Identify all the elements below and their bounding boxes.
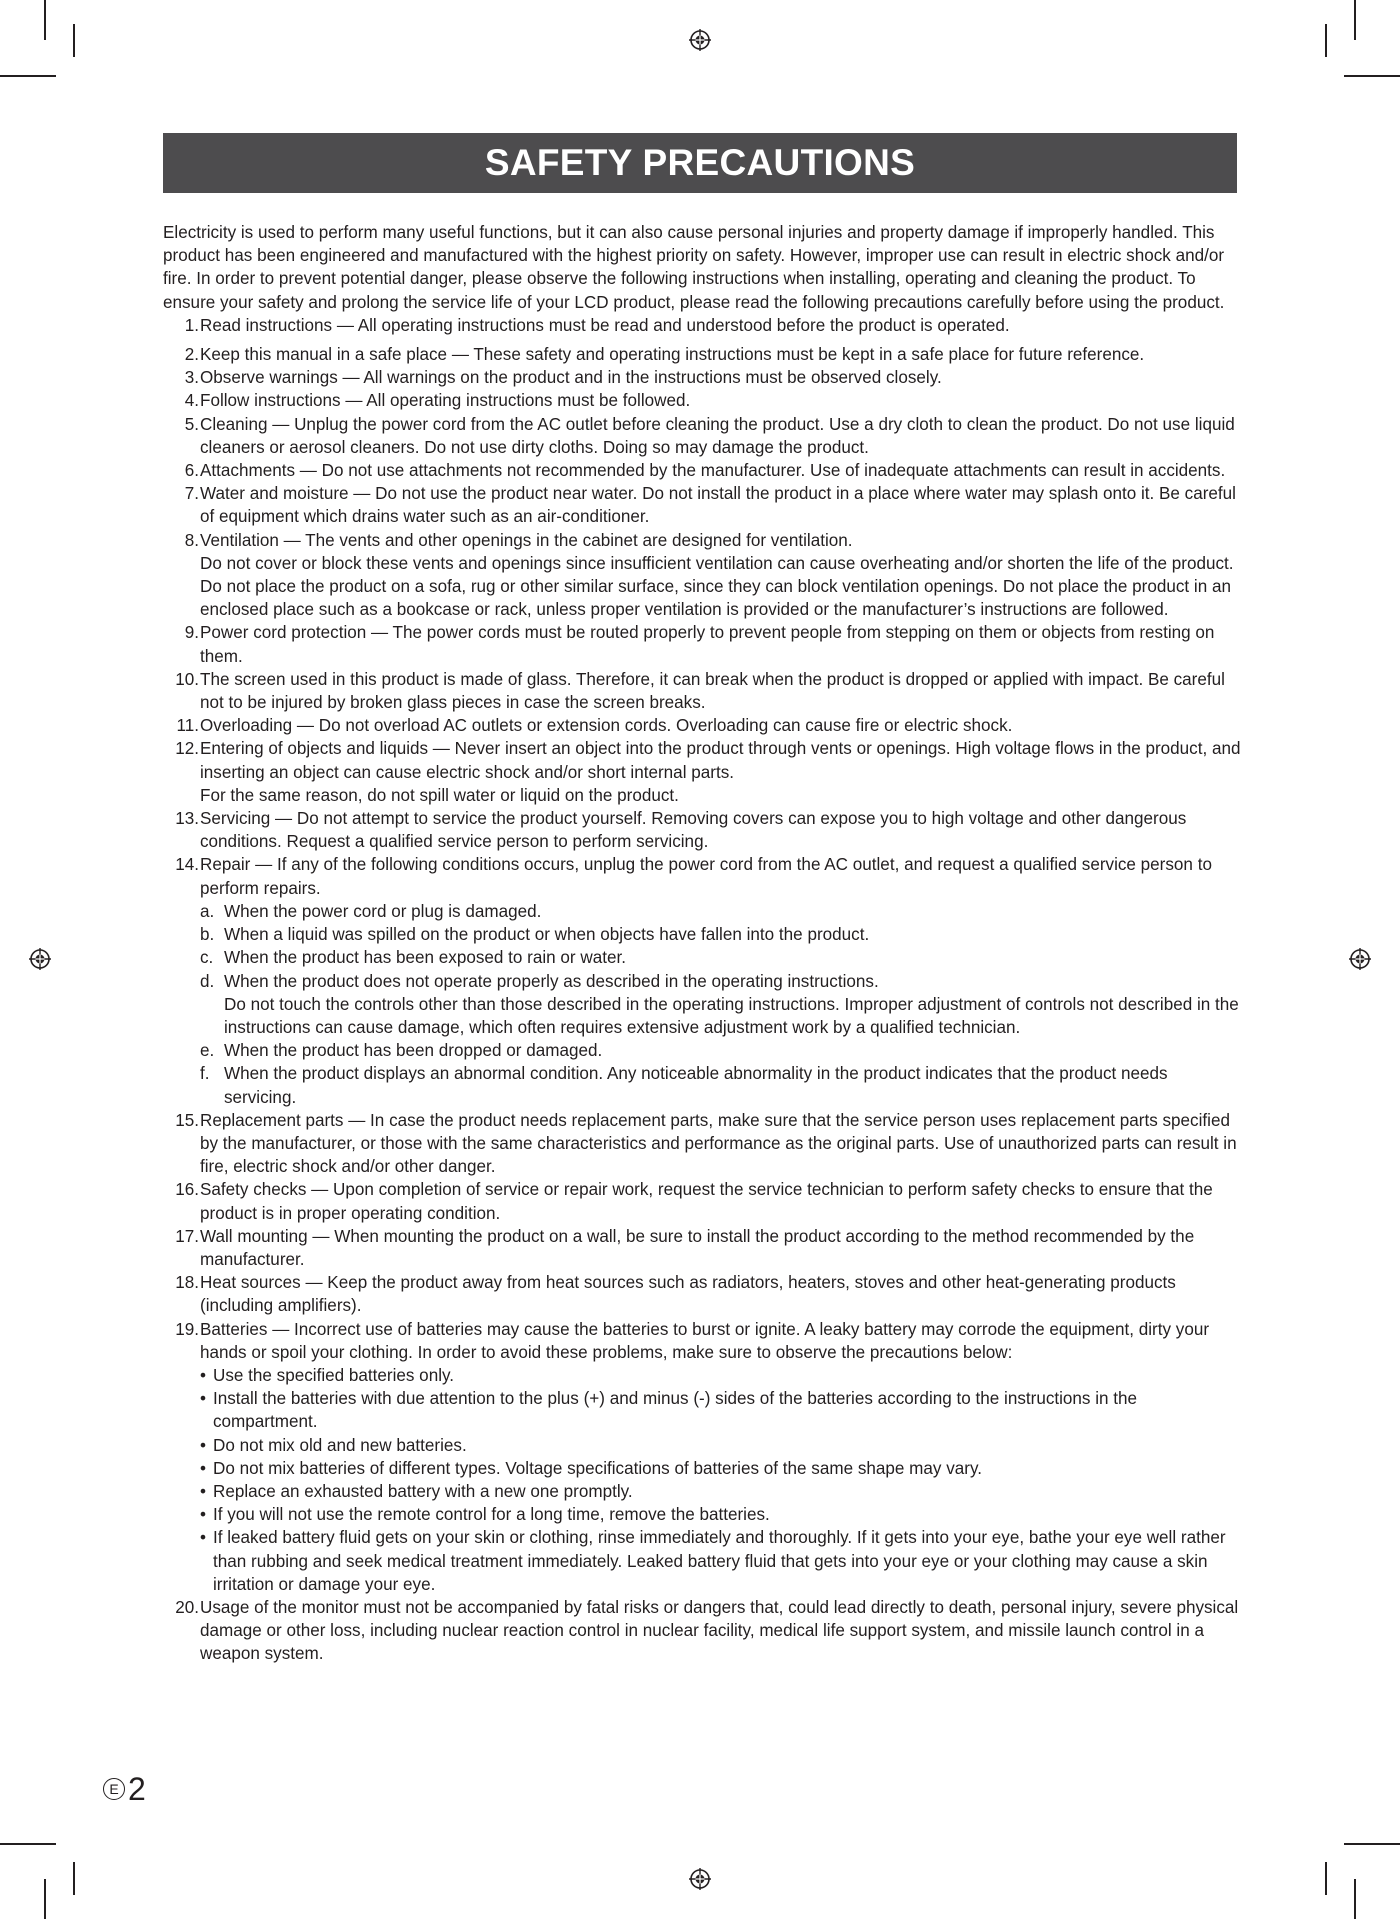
bullet-item [200,1526,1241,1596]
item-detail: Do not cover or block these vents and openings since insufficient ventilation can cause overheating and/or shorten the life of the product. Do not place the product on a sofa, rug or other similar surface, since they can block ventilation openings. Do not place the product in an enclosed place such as a bookcase or rack, unless proper ventilation is provided or the manufacturer’s instructions are followed. [200,553,1234,620]
bullet-icon: • [200,1505,206,1525]
crop-mark [0,75,56,77]
sub-item-letter: d. [200,971,215,991]
sub-item [200,1039,1241,1062]
item-text: Safety checks — Upon completion of service or repair work, request the service technician to perform safety checks to ensure that the product is in proper operating condition. [200,1180,1213,1223]
bullet-icon: • [200,1481,206,1501]
sub-item-text: When the product has been dropped or damaged. [224,1041,603,1061]
sub-item-letter: e. [200,1041,215,1061]
item-text: The screen used in this product is made of glass. Therefore, it can break when the product is dropped or applied with impact. Be careful not to be injured by broken glass pieces in case the screen breaks. [200,669,1225,713]
bullet-text: If you will not use the remote control for a long time, remove the batteries. [213,1505,770,1525]
list-item [163,668,1241,714]
item-text: Cleaning — Unplug the power cord from the AC outlet before cleaning the product. Use a dry cloth to clean the product. Do not use liquid cleaners or aerosol cleaners. Do not use dirty cloths. Doing so may damage the product. [200,414,1235,457]
sub-item-letter: b. [200,925,215,945]
sub-item [200,923,1241,946]
bullet-item [200,1434,1241,1457]
registration-mark-icon [689,1868,711,1890]
item-number: 20. [175,1597,199,1617]
sub-item-text: When the product has been exposed to rain or water. [224,948,626,968]
list-item [163,389,1241,412]
item-number: 10. [175,669,199,689]
list-item [163,314,1241,337]
sub-item-letter: c. [200,948,214,968]
bullet-item [200,1457,1241,1480]
bullet-text: Do not mix batteries of different types. Voltage specifications of batteries of the same shape may vary. [213,1458,982,1478]
list-item [163,529,1241,622]
item-text: Keep this manual in a safe place — These safety and operating instructions must be kept in a safe place for future reference. [200,345,1145,365]
item-number: 5. [184,414,199,434]
item-text: Ventilation — The vents and other openings in the cabinet are designed for ventilation. [200,530,853,550]
language-mark-icon: E [103,1778,125,1800]
item-number: 7. [184,484,199,504]
bullet-icon: • [200,1389,206,1409]
registration-mark-icon [1349,948,1371,970]
item-number: 17. [175,1226,199,1246]
bullet-icon: • [200,1435,206,1455]
list-item [163,1318,1241,1596]
crop-mark [1354,1879,1356,1919]
item-number: 8. [184,530,199,550]
bullet-text: Use the specified batteries only. [213,1365,455,1385]
list-item [163,737,1241,807]
sub-item-text: When the product does not operate properly as described in the operating instructions. [224,971,879,991]
item-text: Overloading — Do not overload AC outlets or extension cords. Overloading can cause fire or electric shock. [200,716,1013,736]
list-item [163,807,1241,853]
list-item [163,482,1241,528]
list-item [163,1109,1241,1179]
battery-precautions-list [200,1364,1241,1596]
item-text: Power cord protection — The power cords must be routed properly to prevent people from stepping on them or objects from resting on them. [200,623,1215,666]
item-text: Heat sources — Keep the product away from heat sources such as radiators, heaters, stoves and other heat-generating products (including amplifiers). [200,1273,1176,1316]
item-number: 4. [184,391,199,411]
crop-mark [1325,24,1327,57]
item-text: Replacement parts — In case the product needs replacement parts, make sure that the service person uses replacement parts specified by the manufacturer, or those with the same characteristics and performance as the original parts. Use of unauthorized parts can result in fire, electric shock and/or other danger. [200,1110,1237,1177]
list-item [163,343,1241,366]
item-number: 9. [184,623,199,643]
registration-mark-icon [29,948,51,970]
bullet-item [200,1503,1241,1526]
crop-mark [44,0,46,40]
sub-item [200,946,1241,969]
list-item [163,459,1241,482]
sub-item-detail: Do not touch the controls other than those described in the operating instructions. Improper adjustment of controls not described in the instructions can cause damage, which often requires extensive adjustment work by a qualified technician. [224,994,1239,1037]
item-number: 13. [175,809,199,829]
item-text: Usage of the monitor must not be accompanied by fatal risks or dangers that, could lead directly to death, personal injury, severe physical damage or other loss, including nuclear reaction control in nuclear facility, medical life support system, and missile launch control in a weapon system. [200,1597,1239,1664]
item-text: Attachments — Do not use attachments not recommended by the manufacturer. Use of inadequate attachments can result in accidents. [200,461,1226,481]
list-item [163,413,1241,459]
item-text: Read instructions — All operating instructions must be read and understood before the product is operated. [200,315,1010,335]
document-body [163,221,1241,1666]
list-item [163,853,1241,1108]
repair-conditions-list [200,900,1241,1109]
crop-mark [1344,75,1400,77]
item-number: 3. [184,368,199,388]
item-text: Entering of objects and liquids — Never insert an object into the product through vents or openings. High voltage flows in the product, and inserting an object can cause electric shock and/or short internal parts. [200,739,1241,782]
crop-mark [1344,1843,1400,1845]
page-footer [103,1773,146,1805]
registration-mark-icon [689,29,711,51]
item-text: Wall mounting — When mounting the product on a wall, be sure to install the product according to the method recommended by the manufacturer. [200,1226,1195,1269]
item-number: 18. [175,1273,199,1293]
list-item [163,1271,1241,1317]
item-number: 1. [184,315,199,335]
bullet-item [200,1480,1241,1503]
bullet-item [200,1364,1241,1387]
sub-item [200,900,1241,923]
page-title: SAFETY PRECAUTIONS [163,133,1237,193]
crop-mark [73,24,75,57]
bullet-icon: • [200,1528,206,1548]
list-item [163,714,1241,737]
bullet-text: Replace an exhausted battery with a new one promptly. [213,1481,633,1501]
bullet-text: If leaked battery fluid gets on your skin or clothing, rinse immediately and thoroughly. If it gets into your eye, bathe your eye well rather than rubbing and seek medical treatment immediately. Leaked battery fluid that gets into your eye or your clothing may cause a skin irritation or damage your eye. [213,1528,1226,1594]
bullet-icon: • [200,1365,206,1385]
item-text: Batteries — Incorrect use of batteries may cause the batteries to burst or ignite. A leaky battery may corrode the equipment, dirty your hands or spoil your clothing. In order to avoid these problems, make sure to observe the precautions below: [200,1319,1210,1362]
sub-item-text: When the product displays an abnormal condition. Any noticeable abnormality in the product indicates that the product needs servicing. [224,1064,1168,1107]
item-text: Servicing — Do not attempt to service the product yourself. Removing covers can expose you to high voltage and other dangerous conditions. Request a qualified service person to perform servicing. [200,809,1187,852]
crop-mark [73,1862,75,1895]
item-text: Observe warnings — All warnings on the product and in the instructions must be observed closely. [200,368,942,388]
item-text: Repair — If any of the following conditions occurs, unplug the power cord from the AC outlet, and request a qualified service person to perform repairs. [200,855,1212,898]
item-number: 6. [184,461,199,481]
page-number: 2 [128,1771,146,1807]
item-detail: For the same reason, do not spill water or liquid on the product. [200,785,679,805]
sub-item [200,970,1241,1040]
item-number: 12. [175,739,199,759]
item-number: 16. [175,1180,199,1200]
item-number: 15. [175,1110,199,1130]
intro-paragraph: Electricity is used to perform many useful functions, but it can also cause personal injuries and property damage if improperly handled. This product has been engineered and manufactured with the highest priority on safety. However, improper use can result in electric shock and/or fire. In order to prevent potential danger, please observe the following instructions when installing, operating and cleaning the product. To ensure your safety and prolong the service life of your LCD product, please read the following precautions carefully before using the product. [163,223,1225,312]
list-item [163,366,1241,389]
list-item [163,1596,1241,1666]
item-number: 2. [184,345,199,365]
bullet-text: Do not mix old and new batteries. [213,1435,467,1455]
sub-item-text: When a liquid was spilled on the product or when objects have fallen into the product. [224,925,870,945]
crop-mark [44,1879,46,1919]
sub-item-text: When the power cord or plug is damaged. [224,901,542,921]
list-item [163,1178,1241,1224]
item-number: 19. [175,1319,199,1339]
item-text: Follow instructions — All operating instructions must be followed. [200,391,691,411]
crop-mark [1325,1862,1327,1895]
bullet-icon: • [200,1458,206,1478]
sub-item [200,1062,1241,1108]
bullet-text: Install the batteries with due attention to the plus (+) and minus (-) sides of the batteries according to the instructions in the compartment. [213,1389,1138,1432]
crop-mark [1354,0,1356,40]
sub-item-letter: f. [200,1064,210,1084]
item-number: 11. [176,716,199,736]
list-item [163,1225,1241,1271]
item-number: 14. [175,855,199,875]
crop-mark [0,1843,56,1845]
bullet-item [200,1387,1241,1433]
list-item [163,621,1241,667]
item-text: Water and moisture — Do not use the product near water. Do not install the product in a place where water may splash onto it. Be careful of equipment which drains water such as an air-conditioner. [200,484,1236,527]
sub-item-letter: a. [200,901,215,921]
precautions-list [163,314,1241,1666]
